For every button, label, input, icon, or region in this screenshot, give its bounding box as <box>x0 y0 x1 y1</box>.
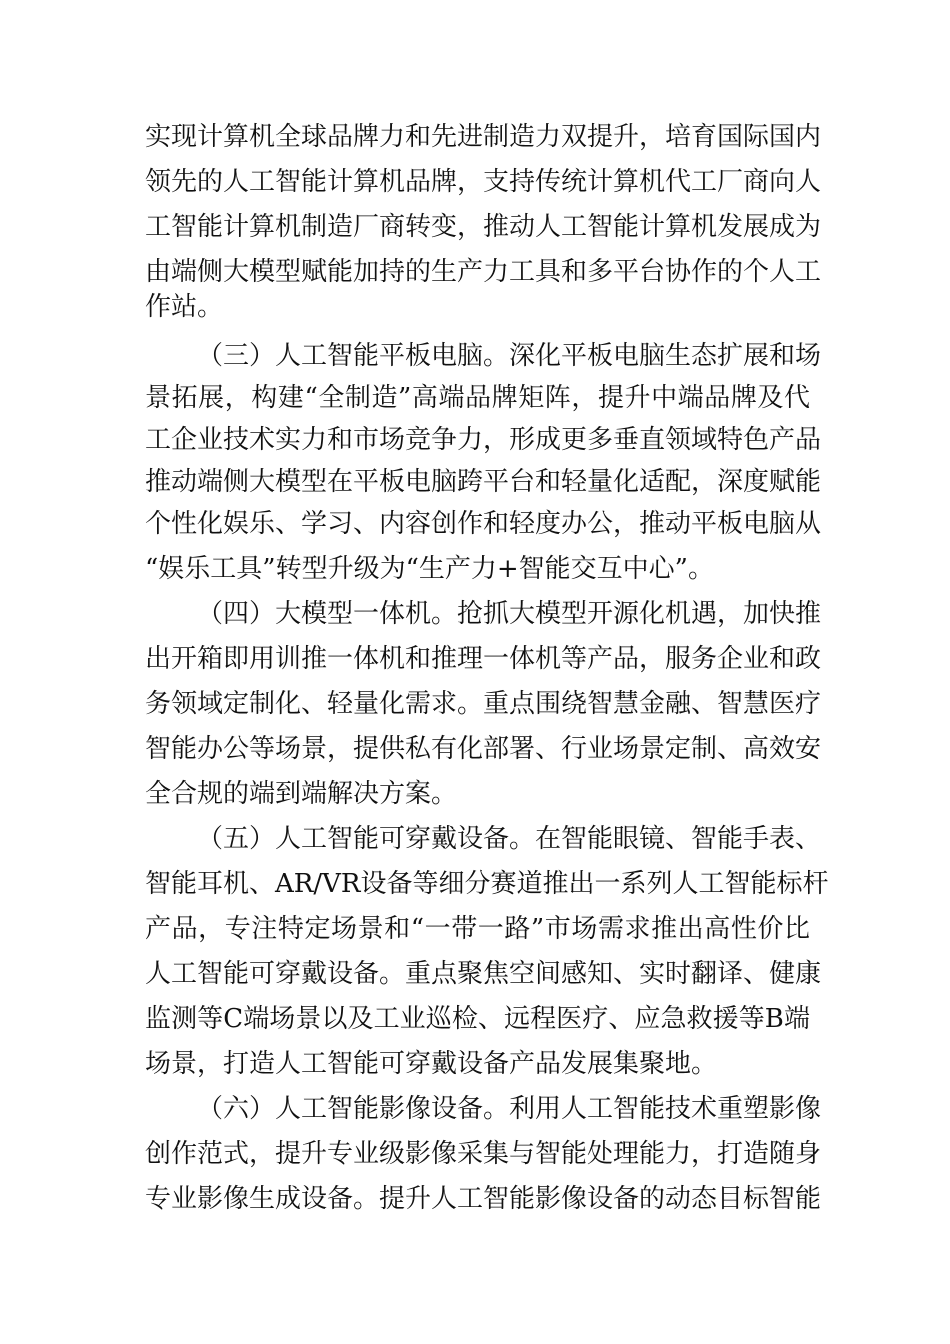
text-line: 产品，专注特定场景和“一带一路”市场需求推出高性价比 <box>145 914 810 944</box>
text-line: 工智能计算机制造厂商转变，推动人工智能计算机发展成为 <box>145 212 822 242</box>
text-line: 务领域定制化、轻量化需求。重点围绕智慧金融、智慧医疗 <box>145 689 822 719</box>
text-line: 领先的人工智能计算机品牌，支持传统计算机代工厂商向人 <box>145 167 822 197</box>
text-line: 人工智能可穿戴设备。重点聚焦空间感知、实时翻译、健康 <box>145 959 822 989</box>
text-line: 智能耳机、AR/VR设备等细分赛道推出一系列人工智能标杆 <box>145 869 829 899</box>
text-line: 场景，打造人工智能可穿戴设备产品发展集聚地。 <box>145 1049 718 1079</box>
text-line: 创作范式，提升专业级影像采集与智能处理能力，打造随身 <box>145 1139 822 1169</box>
paragraph-heading-line: （四）大模型一体机。抢抓大模型开源化机遇，加快推 <box>197 599 822 629</box>
text-line: 出开箱即用训推一体机和推理一体机等产品，服务企业和政 <box>145 644 822 674</box>
text-line: 个性化娱乐、学习、内容创作和轻度办公，推动平板电脑从 <box>145 509 822 539</box>
text-line: 由端侧大模型赋能加持的生产力工具和多平台协作的个人工 <box>145 257 822 287</box>
text-line: 工企业技术实力和市场竞争力，形成更多垂直领域特色产品 <box>145 425 822 455</box>
text-line: 作站。 <box>145 292 224 322</box>
text-line: 实现计算机全球品牌力和先进制造力双提升，培育国际国内 <box>145 122 822 152</box>
text-line: 全合规的端到端解决方案。 <box>145 779 458 809</box>
text-line: 景拓展，构建“全制造”高端品牌矩阵，提升中端品牌及代 <box>145 383 810 413</box>
paragraph-heading-line: （三）人工智能平板电脑。深化平板电脑生态扩展和场 <box>197 341 822 371</box>
text-line: 监测等C端场景以及工业巡检、远程医疗、应急救援等B端 <box>145 1004 810 1034</box>
text-line: 智能办公等场景，提供私有化部署、行业场景定制、高效安 <box>145 734 822 764</box>
paragraph-heading-line: （六）人工智能影像设备。利用人工智能技术重塑影像 <box>197 1094 822 1124</box>
text-line: 专业影像生成设备。提升人工智能影像设备的动态目标智能 <box>145 1184 822 1214</box>
text-line: “娱乐工具”转型升级为“生产力+智能交互中心”。 <box>145 554 714 584</box>
text-line: 推动端侧大模型在平板电脑跨平台和轻量化适配，深度赋能 <box>145 467 822 497</box>
paragraph-heading-line: （五）人工智能可穿戴设备。在智能眼镜、智能手表、 <box>197 824 822 854</box>
